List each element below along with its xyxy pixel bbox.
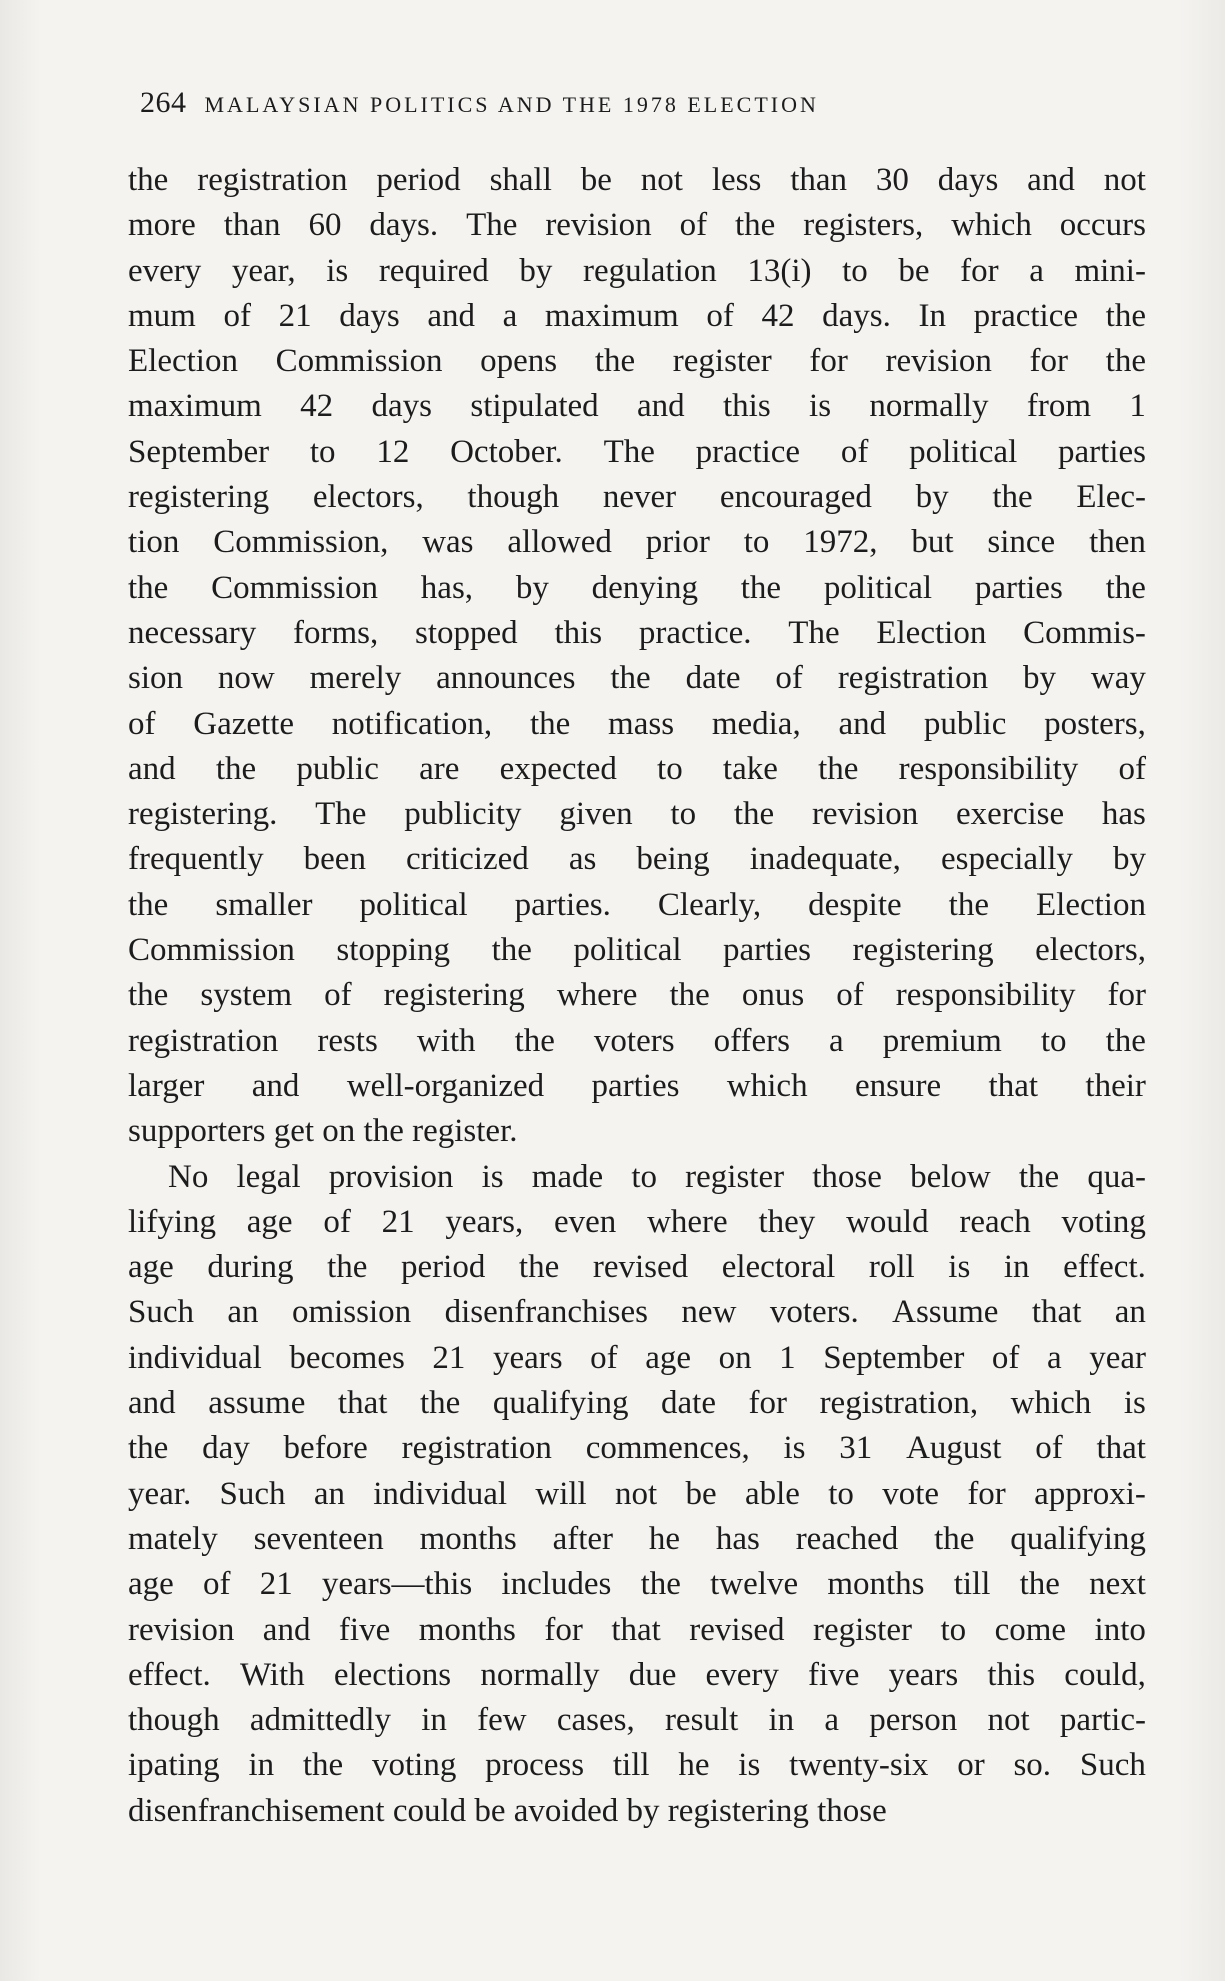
paragraph <box>128 158 1146 1155</box>
text-line: mum of 21 days and a maximum of 42 days. In practice the <box>128 297 1146 334</box>
page-number: 264 <box>140 86 187 119</box>
text-line: and assume that the qualifying date for registration, which is <box>128 1385 1146 1422</box>
text-line: sion now merely announces the date of registration by way <box>128 660 1146 697</box>
body-text <box>128 158 1146 1834</box>
text-line: more than 60 days. The revision of the registers, which occurs <box>128 207 1146 244</box>
text-line: individual becomes 21 years of age on 1 September of a year <box>128 1339 1146 1376</box>
running-head: MALAYSIAN POLITICS AND THE 1978 ELECTION <box>204 92 819 117</box>
text-line: registering electors, though never encouraged by the Elec- <box>128 479 1146 516</box>
text-line: ipating in the voting process till he is twenty-six or so. Such <box>128 1747 1146 1784</box>
text-line: age during the period the revised electoral roll is in effect. <box>128 1249 1146 1286</box>
text-line: necessary forms, stopped this practice. The Election Commis- <box>128 614 1146 651</box>
text-line: every year, is required by regulation 13(i) to be for a mini- <box>128 252 1146 289</box>
text-line: tion Commission, was allowed prior to 1972, but since then <box>128 524 1146 561</box>
text-line: larger and well-organized parties which ensure that their <box>128 1067 1146 1104</box>
text-line: the registration period shall be not less than 30 days and not <box>128 162 1146 198</box>
text-line: supporters get on the register. <box>128 1113 518 1150</box>
page-header <box>140 86 1060 130</box>
text-line: age of 21 years—this includes the twelve months till the next <box>128 1566 1146 1603</box>
text-line: registration rests with the voters offers a premium to the <box>128 1022 1146 1059</box>
text-line: frequently been criticized as being inadequate, especially by <box>128 841 1146 878</box>
text-line: Such an omission disenfranchises new voters. Assume that an <box>128 1294 1146 1331</box>
text-line: Election Commission opens the register for revision for the <box>128 343 1146 380</box>
paragraph <box>128 1155 1146 1834</box>
text-line: year. Such an individual will not be able to vote for approxi- <box>128 1475 1146 1512</box>
text-line: and the public are expected to take the responsibility of <box>128 750 1146 787</box>
text-line: registering. The publicity given to the revision exercise has <box>128 796 1146 833</box>
text-line: the Commission has, by denying the political parties the <box>128 569 1146 606</box>
text-line: the day before registration commences, is 31 August of that <box>128 1430 1146 1467</box>
text-line: September to 12 October. The practice of political parties <box>128 433 1146 470</box>
text-line: mately seventeen months after he has reached the qualifying <box>128 1520 1146 1557</box>
text-line: Commission stopping the political parties registering electors, <box>128 932 1146 969</box>
text-line: disenfranchisement could be avoided by registering those <box>128 1792 887 1829</box>
text-line: maximum 42 days stipulated and this is normally from 1 <box>128 388 1146 425</box>
text-line: effect. With elections normally due every five years this could, <box>128 1656 1146 1693</box>
text-line: the smaller political parties. Clearly, despite the Election <box>128 886 1146 923</box>
text-line: of Gazette notification, the mass media, and public posters, <box>128 705 1146 742</box>
text-line: revision and five months for that revised register to come into <box>128 1611 1146 1648</box>
text-line: though admittedly in few cases, result in a person not partic- <box>128 1702 1146 1739</box>
text-line: No legal provision is made to register those below the qua- <box>168 1158 1146 1195</box>
text-line: the system of registering where the onus of responsibility for <box>128 977 1146 1014</box>
text-line: lifying age of 21 years, even where they would reach voting <box>128 1203 1146 1240</box>
